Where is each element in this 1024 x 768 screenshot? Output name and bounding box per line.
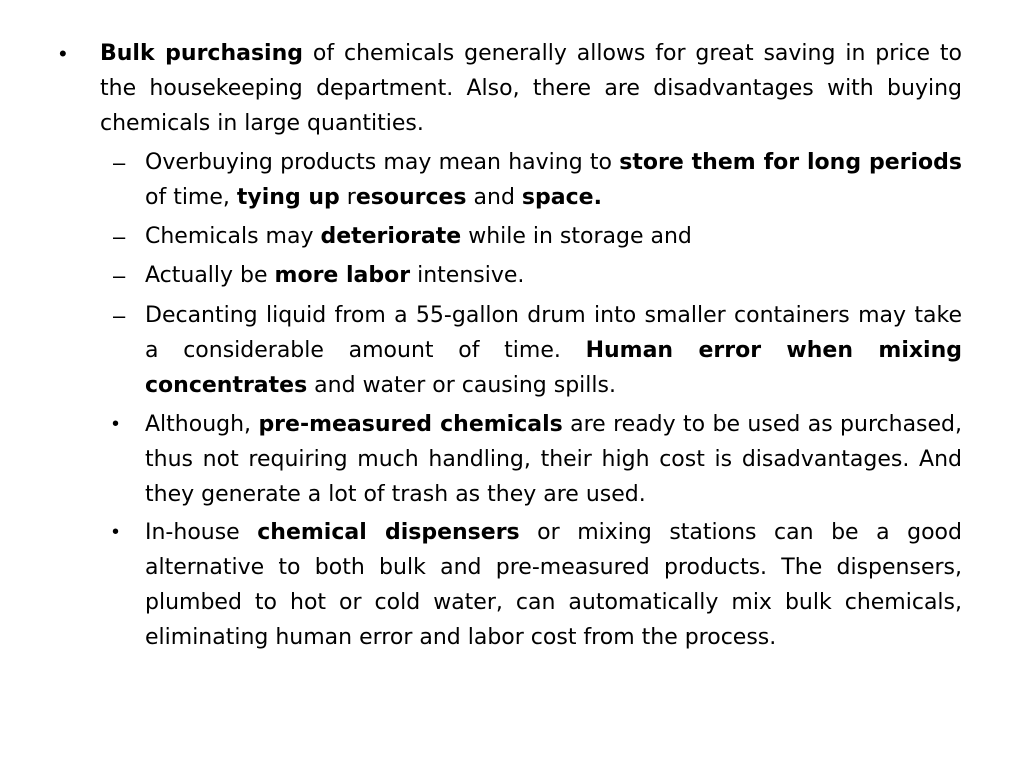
sub-bullet-overbuying [113, 145, 962, 215]
bullet-text: of chemicals generally allows for great saving in price to the housekeeping department. Also, there are disadvantages with buying chemicals in large quantities. [100, 41, 962, 136]
sub-bullet-pre-measured [112, 407, 963, 512]
bullet-text-bold: esources [355, 185, 467, 210]
bullet-marker: • [112, 521, 120, 543]
dash-marker: – [113, 263, 126, 288]
sub-bullet-decanting [113, 298, 962, 403]
bullet-text: In-house [145, 520, 258, 545]
bullet-text-bold: pre-measured chemicals [258, 412, 563, 437]
dash-marker: – [113, 224, 126, 249]
bullet-text: or mixing stations can be a good alternative to both bulk and pre-measured products. The dispensers, plumbed to hot or cold water, can automatically mix bulk chemicals, eliminating human error and labor cost from the process. [145, 520, 962, 650]
bullet-text: of time, [145, 185, 237, 210]
bullet-text-bold: Bulk purchasing [100, 41, 304, 66]
bullet-text-bold: deteriorate [320, 224, 462, 249]
dash-marker: – [113, 150, 126, 175]
sub-bullet-deteriorate [113, 219, 962, 254]
dash-marker: – [113, 303, 126, 328]
bullet-text-bold: space. [521, 185, 602, 210]
bullet-text: Actually be [145, 263, 275, 288]
sub-bullet-dispensers [112, 515, 962, 655]
bullet-text: and water or causing spills. [307, 373, 616, 398]
bullet-text-bold: store them for long periods [619, 150, 962, 175]
bullet-marker: • [112, 413, 120, 435]
bullet-text-bold: chemical dispensers [257, 520, 520, 545]
bullet-text: Chemicals may [145, 224, 321, 249]
bullet-text: Decanting liquid from a 55-gallon drum into smaller containers may take a considerable amount of time. [145, 303, 962, 363]
bullet-text: and [466, 185, 522, 210]
bullet-text: Although, [145, 412, 259, 437]
bullet-text-bold: more labor [274, 263, 411, 288]
bullet-marker: • [59, 41, 67, 66]
bullet-text: Overbuying products may mean having to [145, 150, 620, 175]
bullet-text: r [339, 185, 356, 210]
bullet-bulk-purchasing [59, 36, 962, 141]
bullet-text: while in storage and [461, 224, 692, 249]
bullet-text-bold: Human error when mixing concentrates [145, 338, 962, 398]
bullet-text: are ready to be used as purchased, thus not requiring much handling, their high cost is disadvantages. And they generate a lot of trash as they are used. [145, 412, 963, 507]
sub-bullet-more-labor [113, 258, 962, 293]
bullet-text: intensive. [410, 263, 525, 288]
bullet-text-bold: tying up [236, 185, 340, 210]
